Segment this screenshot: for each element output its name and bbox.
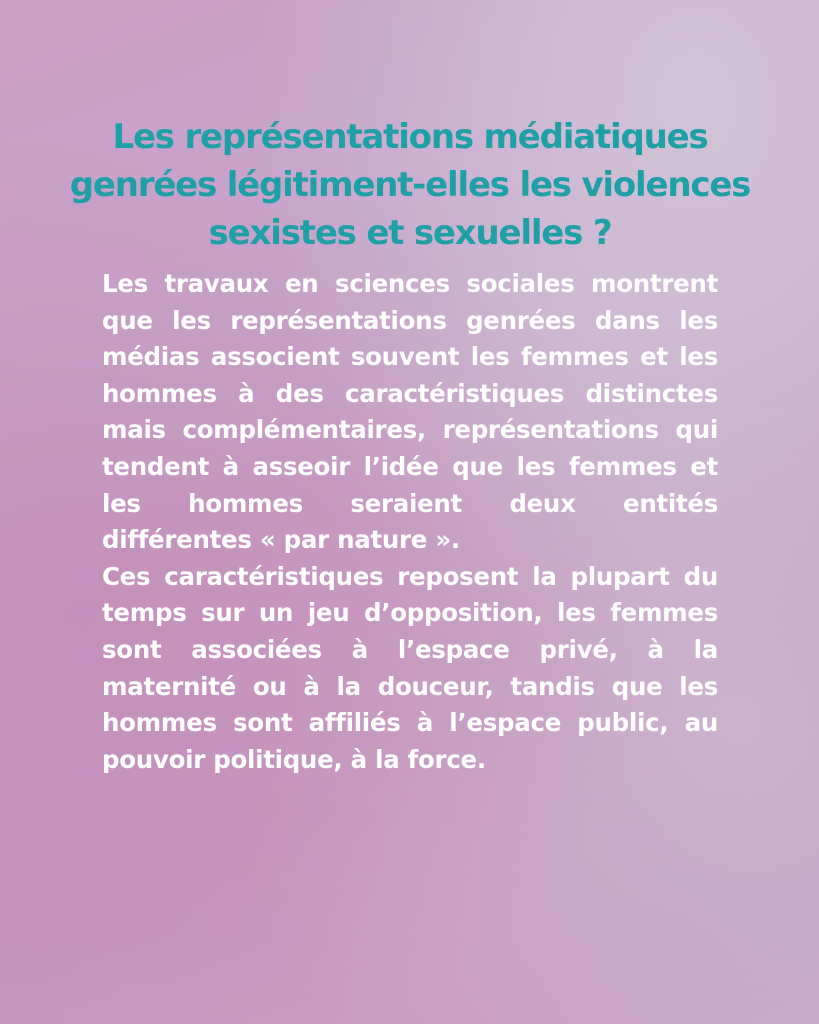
page-title: Les représentations médiatiques genrées légitiment-elles les violences sexistes et sexuelles ? xyxy=(69,116,751,253)
paragraph-1: Les travaux en sciences sociales montrent que les représentations genrées dans les médias associent souvent les femmes et les hommes à des caractéristiques distinctes mais complémentaires, représentations qui tendent à asseoir l’idée que les femmes et les hommes seraient deux entités différentes « par nature ». xyxy=(102,269,718,555)
body-text xyxy=(102,266,718,778)
paragraph-2: Ces caractéristiques reposent la plupart du temps sur un jeu d’opposition, les femmes sont associées à l’espace privé, à la maternité ou à la douceur, tandis que les hommes sont affiliés à l’espace public, au pouvoir politique, à la force. xyxy=(102,561,718,774)
